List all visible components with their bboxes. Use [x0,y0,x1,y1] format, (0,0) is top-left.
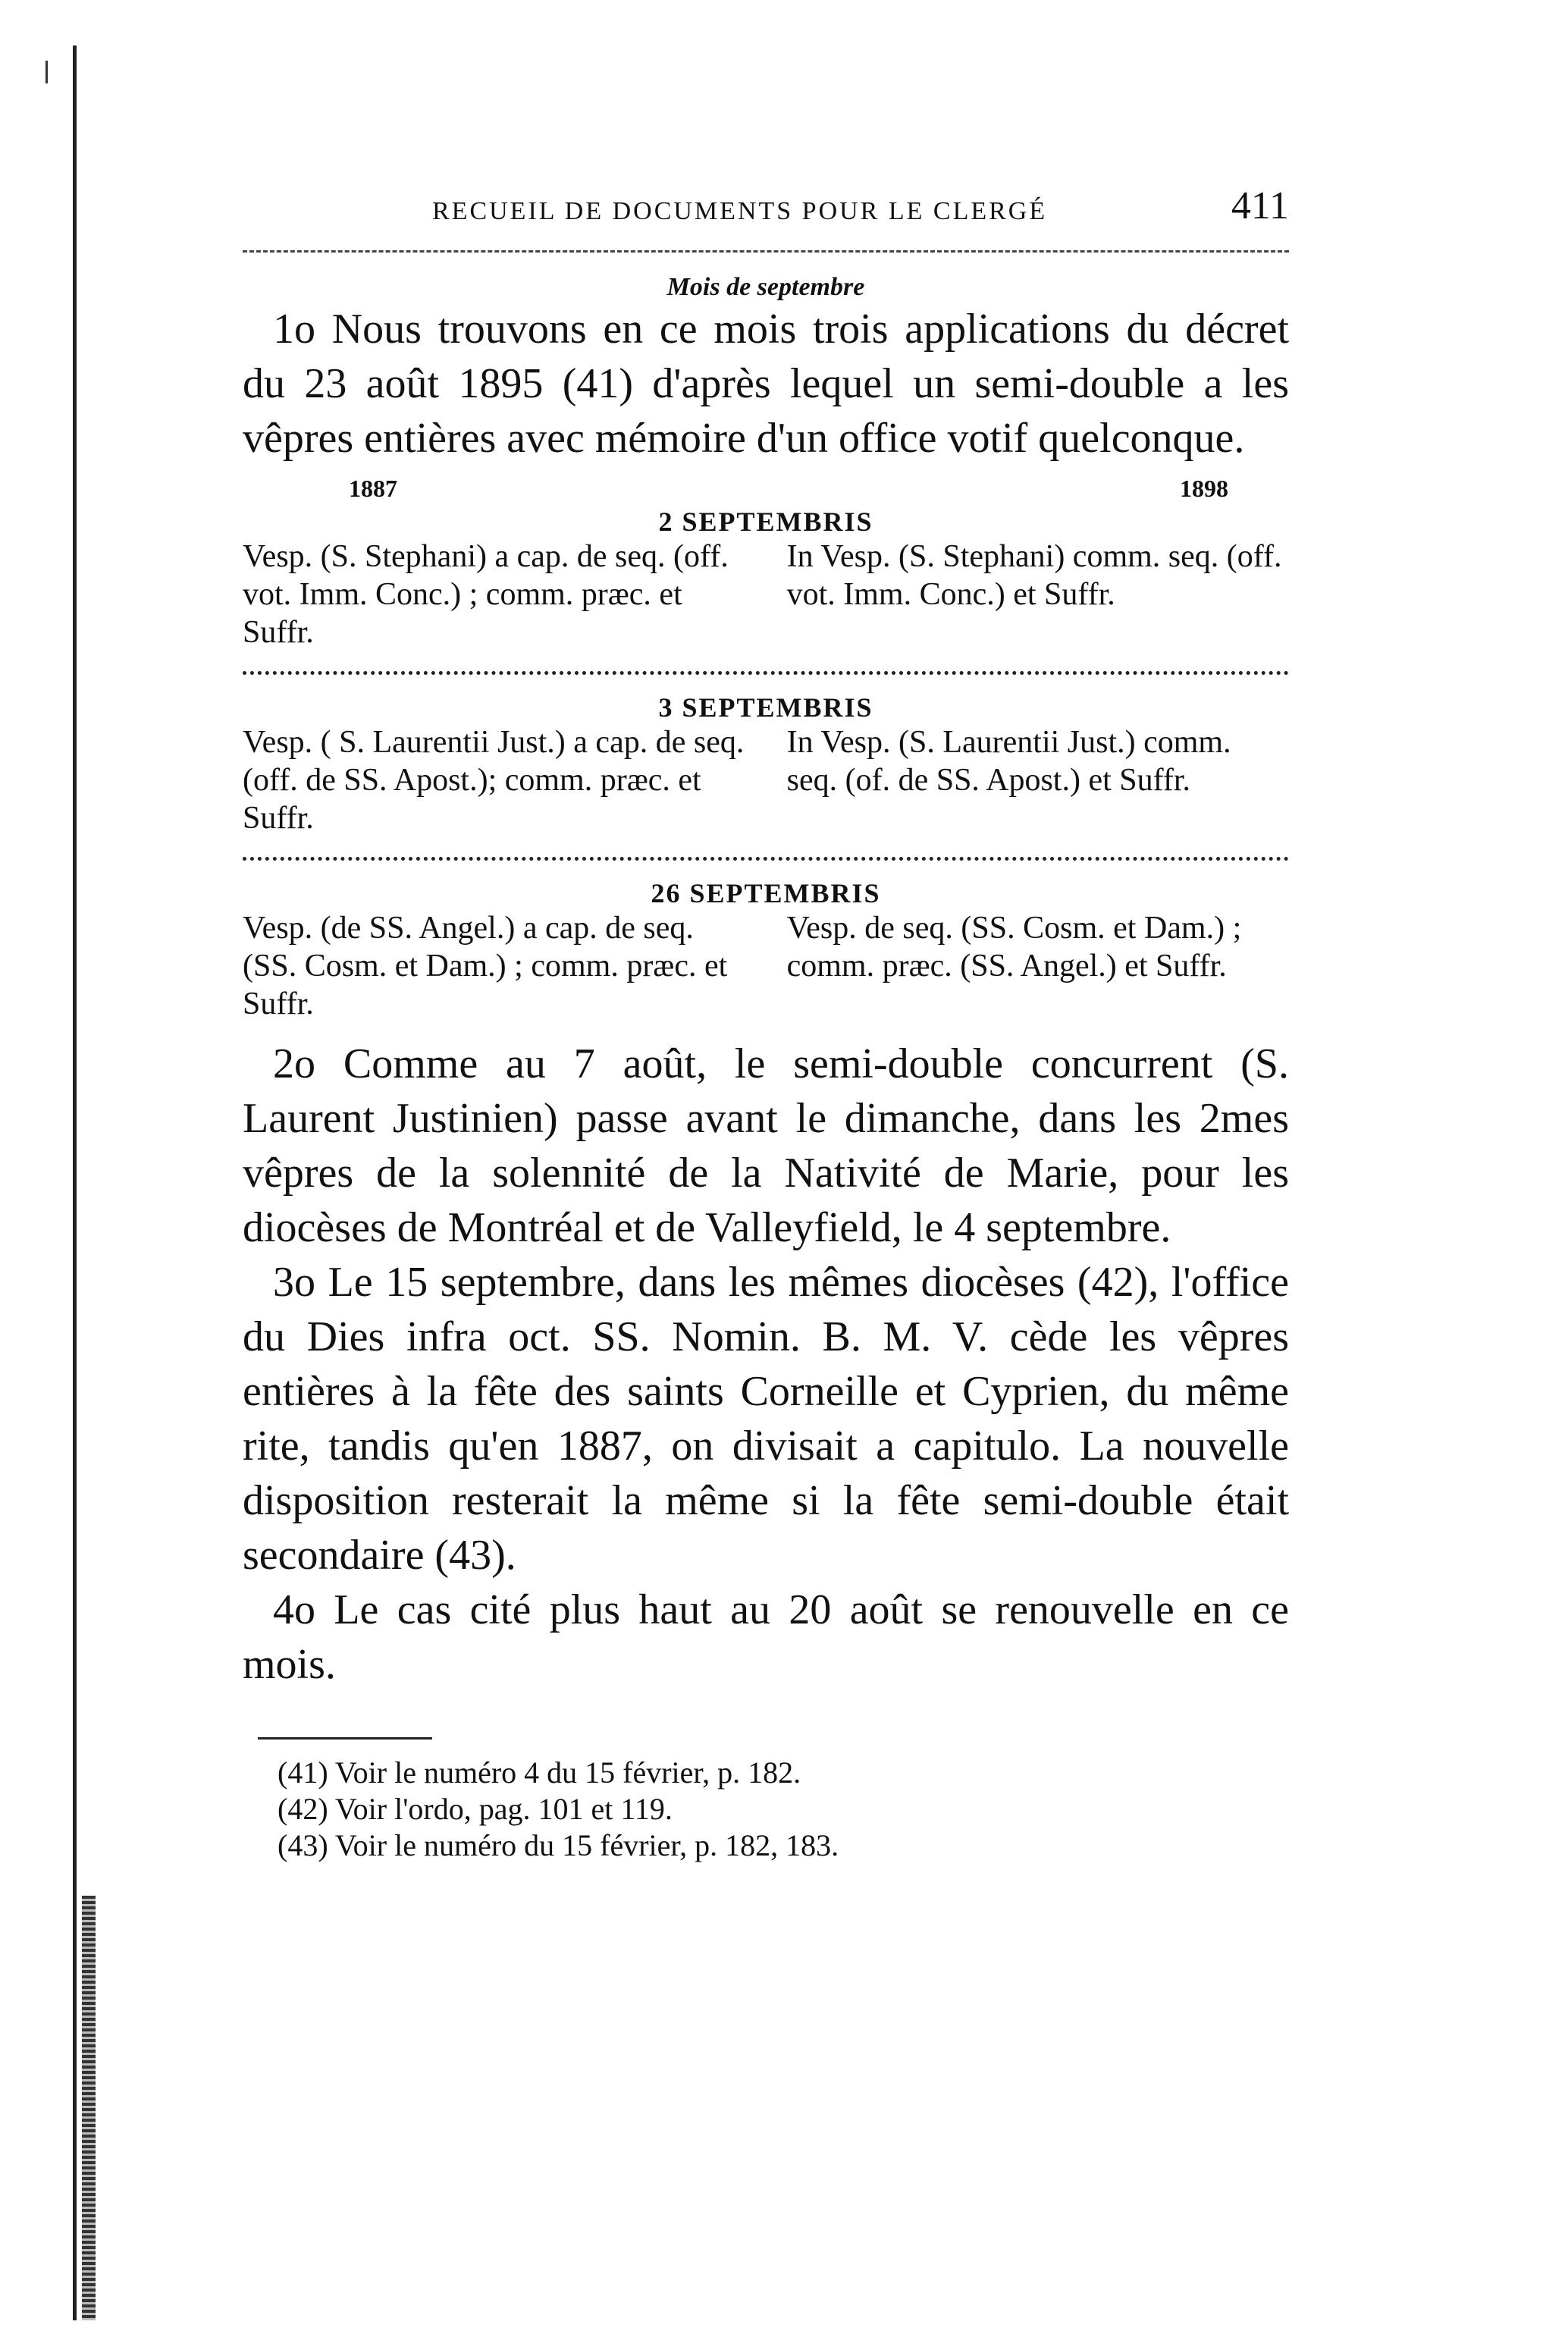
comparison-entry [243,506,1289,651]
page-header [243,174,1289,235]
paragraph: 2o Comme au 7 août, le semi-double concurrent (S. Laurent Justinien) passe avant le dimanche, dans les 2mes vêpres de la solennité de la Nativité de Marie, pour les diocèses de Montréal et de Valleyfield, le 4 septembre. [243,1040,1289,1251]
year-right: 1898 [1180,475,1228,502]
entry-columns [243,538,1289,651]
header-rule [243,235,1289,265]
footnote: (41) Voir le numéro 4 du 15 février, p. 182. [278,1755,801,1790]
entry-left: Vesp. (de SS. Angel.) a cap. de seq. (SS. Cosm. et Dam.) ; comm. præc. et Suffr. [243,911,728,1021]
paragraph: 4o Le cas cité plus haut au 20 août se renouvelle en ce mois. [243,1586,1289,1688]
entry-left: Vesp. ( S. Laurentii Just.) a cap. de seq. (off. de SS. Apost.); comm. præc. et Suffr. [243,725,745,836]
year-left: 1887 [349,475,397,502]
page-number: 411 [1231,184,1289,227]
dotted-separator [243,857,1289,861]
entry-label: 3 SEPTEMBRIS [658,692,873,723]
entry-right: In Vesp. (S. Laurentii Just.) comm. seq. (of. de SS. Apost.) et Suffr. [786,725,1231,798]
scan-mark [45,61,48,83]
footnote: (43) Voir le numéro du 15 février, p. 182, 183. [278,1828,839,1862]
entry-left: Vesp. (S. Stephani) a cap. de seq. (off. vot. Imm. Conc.) ; comm. præc. et Suffr. [243,539,729,650]
paragraph: 3o Le 15 septembre, dans les mêmes diocèses (42), l'office du Dies infra oct. SS. Nomin. B. M. V. cède les vêpres entières à la fête des saints Corneille et Cyprien, du même rite, tandis qu'en 1887, on divisait a capitulo. La nouvelle disposition resterait la même si la fête semi-double était secondaire (43). [243,1259,1289,1579]
footnotes [243,1755,1289,1864]
book-binding-texture [82,1896,96,2320]
entry-label: 2 SEPTEMBRIS [658,507,873,537]
section-heading: Mois de septembre [666,273,865,301]
book-spine-edge [73,45,77,2320]
document-page [243,174,1289,1864]
dotted-separator [243,671,1289,675]
entry-columns [243,723,1289,837]
footnote: (42) Voir l'ordo, pag. 101 et 119. [278,1792,673,1826]
footnote-rule [258,1737,432,1740]
entry-columns [243,909,1289,1023]
entry-right: Vesp. de seq. (SS. Cosm. et Dam.) ; comm. præc. (SS. Angel.) et Suffr. [786,911,1242,983]
entry-right: In Vesp. (S. Stephani) comm. seq. (off. vot. Imm. Conc.) et Suffr. [786,539,1282,612]
running-title: RECUEIL DE DOCUMENTS POUR LE CLERGÉ [432,197,1048,225]
intro-paragraph: 1o Nous trouvons en ce mois trois applications du décret du 23 août 1895 (41) d'après lequel un semi-double a les vêpres entières avec mémoire d'un office votif quelconque. [243,306,1289,462]
year-columns [243,475,1289,503]
comparison-entry [243,692,1289,837]
entry-label: 26 SEPTEMBRIS [651,878,881,908]
comparison-entry [243,877,1289,1023]
